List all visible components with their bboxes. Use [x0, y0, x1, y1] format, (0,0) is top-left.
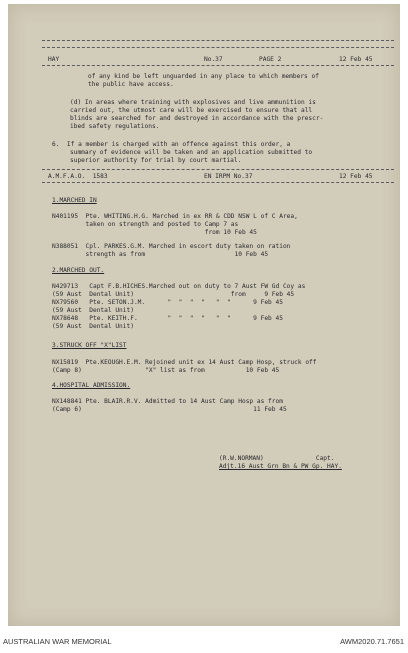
marched-in-entry-1-line-3: from 10 Feb 45	[52, 229, 257, 236]
struck-off-line-2: (Camp 8) "X" list as from 10 Feb 45	[52, 367, 280, 374]
struck-off-line-1: NX15819 Pte.KEOUGH.E.M. Rejoined unit ex 14 Aust Camp Hosp, struck off	[52, 359, 317, 366]
order-date: 12 Feb 45	[339, 173, 373, 180]
order-reference: A.M.F.A.O. 1583	[48, 173, 108, 180]
header-rule-bottom	[42, 65, 394, 66]
archive-footer	[0, 627, 408, 653]
marched-in-entry-1-line-1: N401195 Pte. WHITING.H.G. Marched in ex RR & CDD NSW L of C Area,	[52, 213, 298, 220]
header-rule-top	[42, 40, 394, 41]
para-6-line-2: summary of evidence will be taken and an application submitted to	[70, 149, 313, 156]
para-d-line-2: carried out, the utmost care will be exercised to ensure that all	[70, 107, 313, 114]
section-rule-bottom	[42, 182, 394, 183]
para-d-line-3: blinds are searched for and destroyed in accordance with the prescr-	[70, 115, 324, 122]
signature-title: Adjt.16 Aust Grn Bn & PW Gp. HAY.	[219, 463, 342, 470]
marched-in-entry-1-line-2: taken on strength and posted to Camp 7 as	[52, 221, 239, 228]
para-d-line-1: (d) In areas where training with explosives and live ammunition is	[70, 99, 316, 106]
footer-accession-number: AWM2020.71.7651	[340, 637, 404, 646]
header-rule-mid	[42, 47, 394, 48]
document-page	[8, 4, 400, 626]
para-d-line-4: ibed safety regulations.	[70, 123, 160, 130]
header-page: PAGE 2	[259, 56, 282, 63]
footer-institution: AUSTRALIAN WAR MEMORIAL	[3, 637, 112, 646]
marched-out-line-4: (59 Aust Dental Unit)	[52, 307, 134, 314]
marched-out-line-6: (59 Aust Dental Unit)	[52, 323, 134, 330]
marched-out-line-2: (59 Aust Dental Unit) from 9 Feb 45	[52, 291, 295, 298]
section-marched-out-title: 2.MARCHED OUT.	[52, 267, 105, 274]
marched-in-entry-2-line-1: N388051 Cpl. PARKES.G.M. Marched in escort duty taken on ration	[52, 243, 291, 250]
section-marched-in-title: 1.MARCHED IN	[52, 197, 97, 204]
marched-out-line-3: NX79560 Pte. SETON.J.M. " " " " " " 9 Feb 45	[52, 299, 283, 306]
marched-out-line-5: NX78648 Pte. KEITH.F. " " " " " " 9 Feb 45	[52, 315, 283, 322]
signature-name: (R.W.NORMAN) Capt.	[219, 455, 335, 462]
para-6-line-1: 6. If a member is charged with an offence against this order, a	[52, 141, 291, 148]
section-rule-top	[42, 169, 394, 170]
section-hospital-admission-title: 4.HOSPITAL ADMISSION.	[52, 382, 131, 389]
cont-line-1: of any kind be left unguarded in any place to which members of	[88, 73, 319, 80]
section-struck-off-title: 3.STRUCK OFF "X"LIST	[52, 342, 127, 349]
order-number: EN IRPM No.37	[204, 173, 253, 180]
marched-out-line-1: N429713 Capt F.B.HICHES.Marched out on duty to 7 Aust FW Gd Coy as	[52, 283, 306, 290]
para-6-line-3: superior authority for trial by court martial.	[70, 157, 242, 164]
hospital-admission-line-2: (Camp 6) 11 Feb 45	[52, 406, 287, 413]
hospital-admission-line-1: NX148841 Pte. BLAIR.R.V. Admitted to 14 Aust Camp Hosp as from	[52, 398, 283, 405]
header-station: HAY	[48, 56, 60, 63]
cont-line-2: the public have access.	[88, 81, 174, 88]
header-number: No.37	[204, 56, 223, 63]
marched-in-entry-2-line-2: strength as from 10 Feb 45	[52, 251, 269, 258]
header-date: 12 Feb 45	[339, 56, 373, 63]
